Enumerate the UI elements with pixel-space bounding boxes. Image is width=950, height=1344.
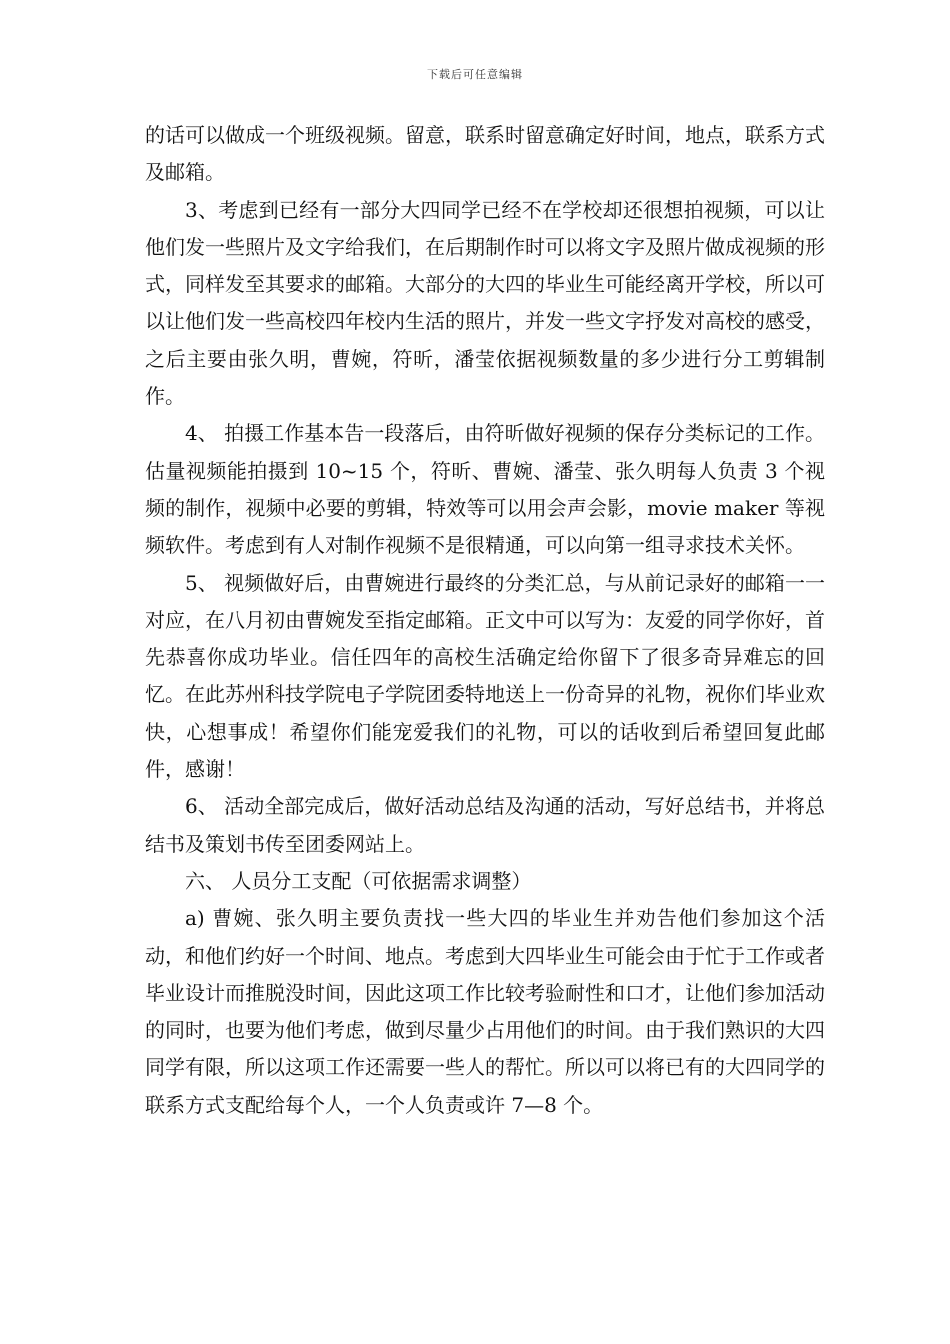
paragraph-item-6: 6、 活动全部完成后，做好活动总结及沟通的活动，写好总结书，并将总结书及策划书传至团委网站上。: [145, 794, 825, 856]
paragraph-item-3: 3、考虑到已经有一部分大四同学已经不在学校却还很想拍视频，可以让他们发一些照片及文字给我们，在后期制作时可以将文字及照片做成视频的形式，同样发至其要求的邮箱。大部分的大四的毕业生可能经离开学校，所以可以让他们发一些高校四年校内生活的照片，并发一些文字抒发对高校的感受，之后主要由张久明，曹婉，符昕，潘莹依据视频数量的多少进行分工剪辑制作。: [145, 197, 825, 409]
paragraph-item-a: a) 曹婉、张久明主要负责找一些大四的毕业生并劝告他们参加这个活动，和他们约好一个时间、地点。考虑到大四毕业生可能会由于忙于工作或者毕业设计而推脱没时间，因此这项工作比较考验耐性和口才，让他们参加活动的同时，也要为他们考虑，做到尽量少占用他们的时间。由于我们熟识的大四同学有限，所以这项工作还需要一些人的帮忙。所以可以将已有的大四同学的联系方式支配给每个人，一个人负责或许 7—8 个。: [145, 906, 825, 1117]
paragraph-item-4: 4、 拍摄工作基本告一段落后，由符昕做好视频的保存分类标记的工作。估量视频能拍摄到 10~15 个，符昕、曹婉、潘莹、张久明每人负责 3 个视频的制作，视频中必要的剪辑，特效等可以用会声会影，movie maker 等视频软件。考虑到有人对制作视频不是很精通，可以向第一组寻求技术关怀。: [145, 421, 825, 558]
document-body: [145, 117, 825, 1124]
page-header: 下载后可任意编辑: [427, 68, 523, 81]
section-heading-staffing: 六、 人员分工支配（可依据需求调整）: [185, 868, 532, 893]
paragraph-continuation: 的话可以做成一个班级视频。留意，联系时留意确定好时间，地点，联系方式及邮箱。: [145, 123, 825, 185]
paragraph-item-5: 5、 视频做好后，由曹婉进行最终的分类汇总，与从前记录好的邮箱一一对应，在八月初由曹婉发至指定邮箱。正文中可以写为：友爱的同学你好，首先恭喜你成功毕业。信任四年的高校生活确定给你留下了很多奇异难忘的回忆。在此苏州科技学院电子学院团委特地送上一份奇异的礼物，祝你们毕业欢快，心想事成！希望你们能宠爱我们的礼物，可以的话收到后希望回复此邮件，感谢！: [145, 570, 825, 782]
